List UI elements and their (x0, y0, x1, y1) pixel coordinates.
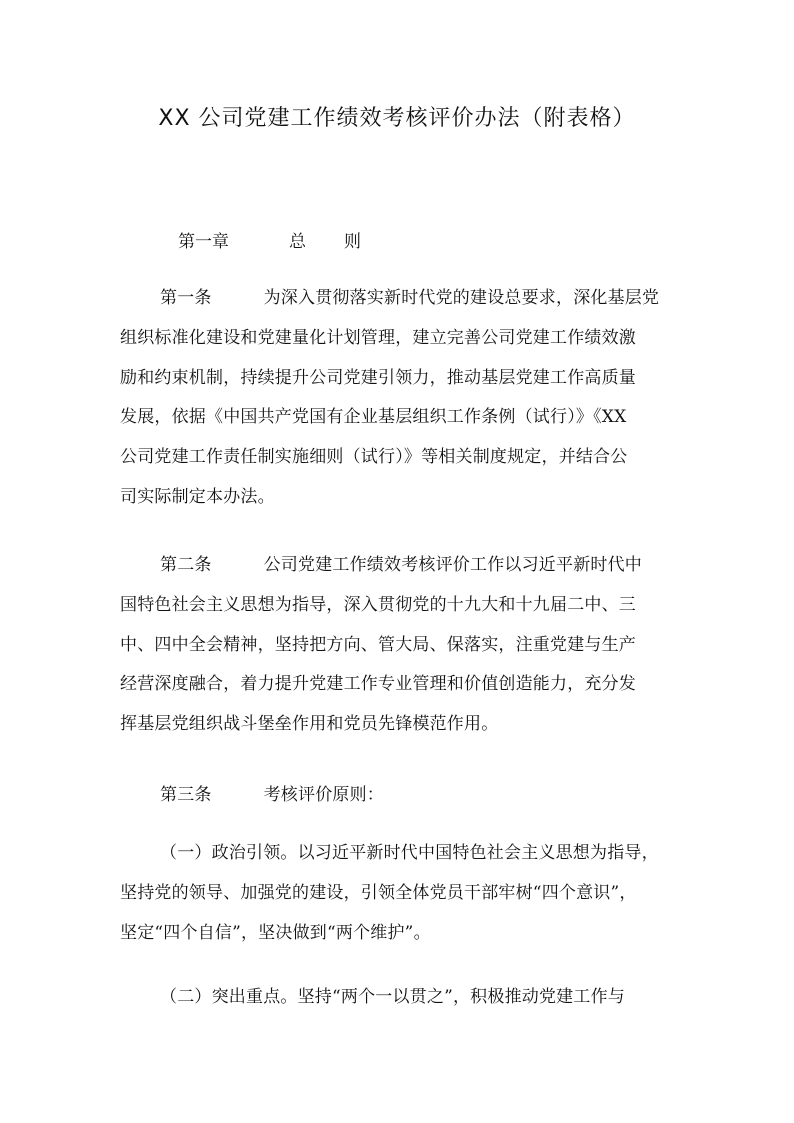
article-1-line-4: 发展，依据《中国共产党国有企业基层组织工作条例（试行）》《XX (120, 407, 627, 428)
principle-1-line-3: 坚定“四个自信”，坚决做到“两个维护”。 (120, 922, 431, 943)
principle-2-line-1: （二）突出重点。坚持“两个一以贯之”，积极推动党建工作与 (160, 987, 625, 1007)
principle-2 (120, 978, 680, 1018)
article-1-text-1: 为深入贯彻落实新时代党的建设总要求，深化基层党 (263, 288, 660, 308)
article-3-label: 第三条 (160, 785, 212, 805)
article-1-label: 第一条 (160, 288, 212, 308)
chapter-heading (178, 227, 361, 252)
principle-1 (120, 834, 680, 953)
chapter-number: 第一章 (178, 232, 229, 252)
article-3 (120, 776, 680, 816)
article-3-text: 考核评价原则： (263, 785, 385, 805)
article-2-line-5: 挥基层党组织战斗堡垒作用和党员先锋模范作用。 (120, 714, 499, 735)
article-1 (120, 279, 680, 518)
article-3-line-1 (120, 776, 680, 816)
chapter-name-part1: 总 (289, 232, 306, 252)
document-title: XX 公司党建工作绩效考核评价办法（附表格） (158, 106, 636, 131)
article-1-line-6: 司实际制定本办法。 (120, 486, 275, 507)
principle-1-line-2: 坚持党的领导、加强党的建设，引领全体党员干部牢树“四个意识”， (120, 882, 637, 903)
article-2 (120, 546, 680, 745)
article-2-line-1 (120, 546, 680, 586)
principle-1-line-1: （一）政治引领。以习近平新时代中国特色社会主义思想为指导， (160, 843, 659, 863)
chapter-name-part2: 则 (344, 232, 361, 252)
article-2-label: 第二条 (160, 555, 212, 575)
article-1-line-3: 励和约束机制，持续提升公司党建引领力，推动基层党建工作高质量 (120, 367, 636, 388)
article-2-line-2: 国特色社会主义思想为指导，深入贯彻党的十九大和十九届二中、三 (120, 594, 636, 615)
article-1-line-2: 组织标准化建设和党建量化计划管理，建立完善公司党建工作绩效激 (120, 327, 636, 348)
article-2-line-4: 经营深度融合，着力提升党建工作专业管理和价值创造能力，充分发 (120, 674, 636, 695)
article-1-line-5: 公司党建工作责任制实施细则（试行）》等相关制度规定，并结合公 (120, 447, 628, 468)
article-2-text-1: 公司党建工作绩效考核评价工作以习近平新时代中 (263, 555, 643, 575)
article-1-line-1 (120, 279, 680, 319)
article-2-line-3: 中、四中全会精神，坚持把方向、管大局、保落实，注重党建与生产 (120, 634, 636, 655)
